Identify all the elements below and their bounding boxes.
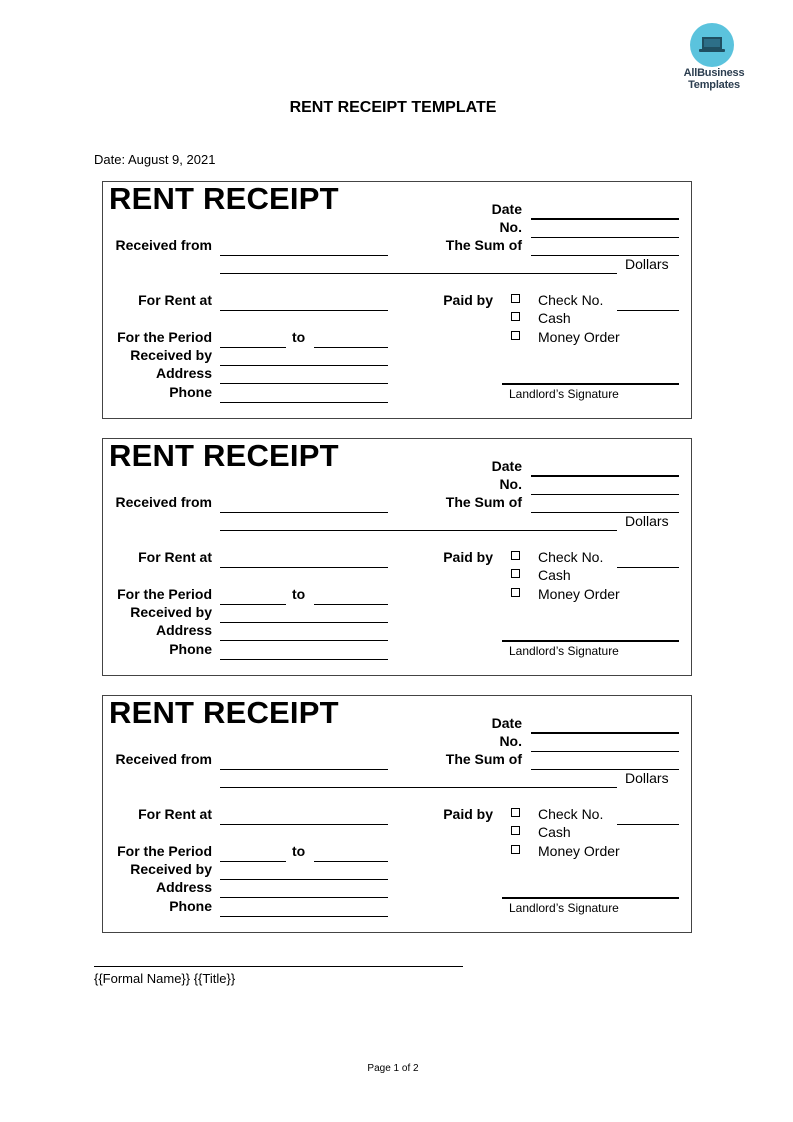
number-field[interactable] bbox=[531, 237, 679, 238]
phone-field[interactable] bbox=[220, 402, 388, 403]
check-label: Check No. bbox=[538, 292, 604, 308]
for-rent-label: For Rent at bbox=[138, 806, 212, 822]
amount-words-field[interactable] bbox=[220, 787, 617, 788]
number-label: No. bbox=[499, 733, 522, 749]
date-label: Date bbox=[491, 715, 522, 731]
received-from-label: Received from bbox=[115, 751, 212, 767]
sum-label: The Sum of bbox=[445, 751, 522, 767]
number-field[interactable] bbox=[531, 494, 679, 495]
phone-label: Phone bbox=[169, 898, 212, 914]
money-order-checkbox[interactable] bbox=[511, 845, 520, 854]
received-from-label: Received from bbox=[115, 494, 212, 510]
received-by-field[interactable] bbox=[220, 622, 388, 623]
for-rent-field[interactable] bbox=[220, 567, 388, 568]
paid-by-label: Paid by bbox=[443, 549, 493, 565]
amount-words-field[interactable] bbox=[220, 530, 617, 531]
date-field[interactable] bbox=[531, 475, 679, 477]
date-label: Date bbox=[491, 201, 522, 217]
check-number-field[interactable] bbox=[617, 824, 679, 825]
received-by-label: Received by bbox=[130, 347, 212, 363]
landlord-signature-field[interactable] bbox=[502, 640, 679, 642]
logo-text bbox=[676, 67, 752, 91]
check-number-field[interactable] bbox=[617, 567, 679, 568]
landlord-signature-label: Landlord’s Signature bbox=[509, 387, 619, 401]
address-field[interactable] bbox=[220, 640, 388, 641]
phone-field[interactable] bbox=[220, 916, 388, 917]
received-by-label: Received by bbox=[130, 604, 212, 620]
phone-field[interactable] bbox=[220, 659, 388, 660]
check-label: Check No. bbox=[538, 549, 604, 565]
receipt-heading: RENT RECEIPT bbox=[109, 438, 339, 473]
check-checkbox[interactable] bbox=[511, 551, 520, 560]
period-label: For the Period bbox=[117, 843, 212, 859]
cash-checkbox[interactable] bbox=[511, 569, 520, 578]
number-label: No. bbox=[499, 219, 522, 235]
for-rent-field[interactable] bbox=[220, 310, 388, 311]
money-order-checkbox[interactable] bbox=[511, 588, 520, 597]
cash-checkbox[interactable] bbox=[511, 826, 520, 835]
received-from-field[interactable] bbox=[220, 255, 388, 256]
receipt-heading: RENT RECEIPT bbox=[109, 181, 339, 216]
for-rent-field[interactable] bbox=[220, 824, 388, 825]
signature-line bbox=[94, 966, 463, 967]
period-end-field[interactable] bbox=[314, 604, 388, 605]
landlord-signature-label: Landlord’s Signature bbox=[509, 644, 619, 658]
number-label: No. bbox=[499, 476, 522, 492]
address-label: Address bbox=[155, 879, 212, 895]
cash-label: Cash bbox=[538, 824, 571, 840]
dollars-label: Dollars bbox=[625, 770, 669, 786]
logo-icon bbox=[690, 23, 734, 67]
received-by-field[interactable] bbox=[220, 365, 388, 366]
page-number: Page 1 of 2 bbox=[367, 1063, 419, 1074]
received-by-label: Received by bbox=[130, 861, 212, 877]
for-rent-label: For Rent at bbox=[138, 292, 212, 308]
received-from-field[interactable] bbox=[220, 769, 388, 770]
received-by-field[interactable] bbox=[220, 879, 388, 880]
paid-by-label: Paid by bbox=[443, 806, 493, 822]
phone-label: Phone bbox=[169, 384, 212, 400]
number-field[interactable] bbox=[531, 751, 679, 752]
address-label: Address bbox=[155, 365, 212, 381]
sum-label: The Sum of bbox=[445, 237, 522, 253]
phone-label: Phone bbox=[169, 641, 212, 657]
money-order-checkbox[interactable] bbox=[511, 331, 520, 340]
dollars-label: Dollars bbox=[625, 256, 669, 272]
period-start-field[interactable] bbox=[220, 347, 286, 348]
period-label: For the Period bbox=[117, 586, 212, 602]
rent-receipt-1 bbox=[102, 181, 692, 419]
date-field[interactable] bbox=[531, 732, 679, 734]
cash-checkbox[interactable] bbox=[511, 312, 520, 321]
rent-receipt-3 bbox=[102, 695, 692, 933]
address-label: Address bbox=[155, 622, 212, 638]
received-from-field[interactable] bbox=[220, 512, 388, 513]
for-rent-label: For Rent at bbox=[138, 549, 212, 565]
signature-placeholder: {{Formal Name}} {{Title}} bbox=[94, 971, 236, 986]
date-label: Date bbox=[491, 458, 522, 474]
money-order-label: Money Order bbox=[538, 586, 620, 602]
period-end-field[interactable] bbox=[314, 347, 388, 348]
to-label: to bbox=[292, 586, 306, 602]
page-title: RENT RECEIPT TEMPLATE bbox=[289, 99, 497, 116]
check-checkbox[interactable] bbox=[511, 294, 520, 303]
to-label: to bbox=[292, 329, 306, 345]
period-start-field[interactable] bbox=[220, 604, 286, 605]
cash-label: Cash bbox=[538, 310, 571, 326]
rent-receipt-2 bbox=[102, 438, 692, 676]
to-label: to bbox=[292, 843, 306, 859]
check-number-field[interactable] bbox=[617, 310, 679, 311]
money-order-label: Money Order bbox=[538, 329, 620, 345]
date-field[interactable] bbox=[531, 218, 679, 220]
cash-label: Cash bbox=[538, 567, 571, 583]
laptop-base bbox=[699, 49, 725, 52]
logo-line-2: Templates bbox=[688, 79, 740, 91]
landlord-signature-field[interactable] bbox=[502, 897, 679, 899]
landlord-signature-label: Landlord’s Signature bbox=[509, 901, 619, 915]
period-end-field[interactable] bbox=[314, 861, 388, 862]
landlord-signature-field[interactable] bbox=[502, 383, 679, 385]
address-field[interactable] bbox=[220, 383, 388, 384]
document-date: Date: August 9, 2021 bbox=[94, 152, 216, 167]
check-label: Check No. bbox=[538, 806, 604, 822]
period-label: For the Period bbox=[117, 329, 212, 345]
received-from-label: Received from bbox=[115, 237, 212, 253]
logo-line-1: AllBusiness bbox=[683, 67, 745, 79]
check-checkbox[interactable] bbox=[511, 808, 520, 817]
paid-by-label: Paid by bbox=[443, 292, 493, 308]
dollars-label: Dollars bbox=[625, 513, 669, 529]
laptop-icon bbox=[702, 37, 722, 49]
amount-words-field[interactable] bbox=[220, 273, 617, 274]
receipt-heading: RENT RECEIPT bbox=[109, 695, 339, 730]
sum-label: The Sum of bbox=[445, 494, 522, 510]
period-start-field[interactable] bbox=[220, 861, 286, 862]
address-field[interactable] bbox=[220, 897, 388, 898]
money-order-label: Money Order bbox=[538, 843, 620, 859]
